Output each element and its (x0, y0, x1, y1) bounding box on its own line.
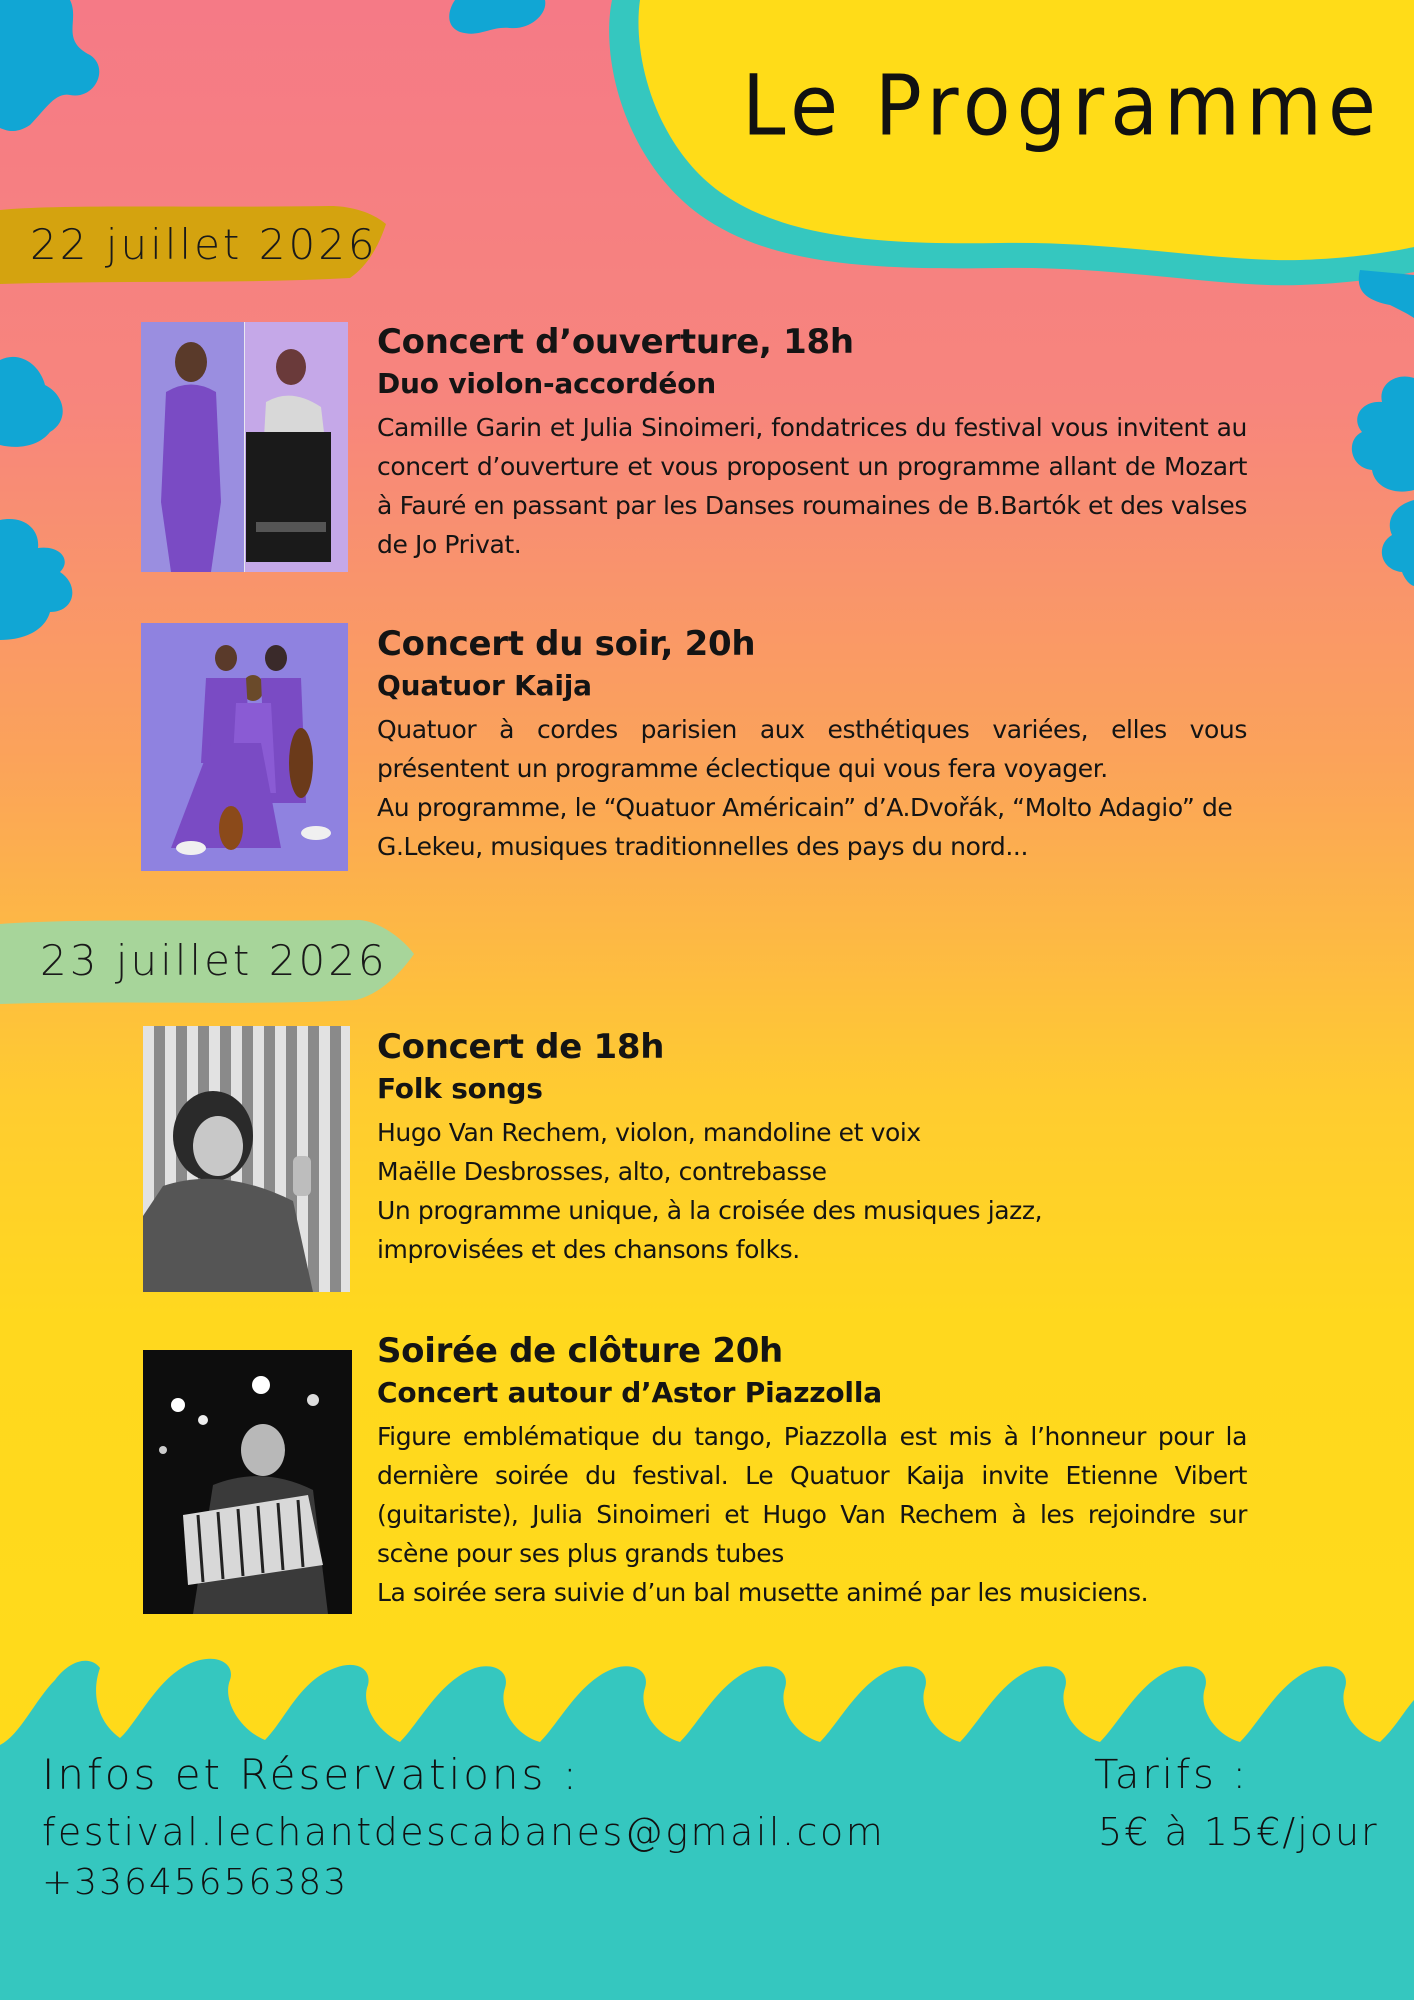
event-folk-concert (377, 1025, 1247, 1269)
tarifs-value: 5€ à 15€/jour (1098, 1810, 1379, 1854)
event-description: Maëlle Desbrosses, alto, contrebasse (377, 1157, 827, 1186)
event-subtitle: Duo violon-accordéon (377, 367, 716, 400)
event-closing-concert (377, 1329, 1247, 1612)
date-tag-day1 (0, 202, 390, 286)
blue-blob-left-mid2 (0, 519, 72, 640)
tarifs-label: Tarifs : (1094, 1752, 1249, 1798)
event-subtitle: Quatuor Kaija (377, 669, 592, 702)
event-description: Figure emblématique du tango, Piazzolla est mis à l’honneur pour la dernière soirée du festival. Le Quatuor Kaija invite Etienne Vibert (guitariste), Julia Sinoimeri et Hugo Van Rechem à les rejoindre sur scène pour ses plus grands tubes (377, 1422, 1247, 1568)
contact-phone[interactable]: +33645656383 (42, 1862, 349, 1903)
info-label: Infos et Réservations : (42, 1750, 580, 1799)
event-title: Concert d’ouverture, 18h (377, 322, 854, 362)
blue-blob-right-1 (1359, 270, 1414, 318)
blue-blob-top-center (449, 0, 545, 34)
date-tag-day2 (0, 918, 420, 1002)
event-description: Au programme, le “Quatuor Américain” d’A.Dvořák, “Molto Adagio” de G.Lekeu, musiques traditionnelles des pays du nord... (377, 793, 1233, 861)
event-subtitle: Folk songs (377, 1072, 543, 1105)
event-title: Soirée de clôture 20h (377, 1331, 783, 1371)
event-subtitle: Concert autour d’Astor Piazzolla (377, 1376, 882, 1409)
blue-blob-right-2 (1352, 377, 1414, 492)
page-title: Le Programme (742, 58, 1382, 156)
folk-musician-photo (143, 1026, 350, 1292)
event-title: Concert de 18h (377, 1027, 665, 1067)
date-label: 23 juillet 2026 (40, 935, 388, 985)
event-opening-concert (377, 320, 1247, 564)
contact-email[interactable]: festival.lechantdescabanes@gmail.com (42, 1810, 886, 1854)
quartet-photo (141, 623, 348, 871)
event-description: Camille Garin et Julia Sinoimeri, fondatrices du festival vous invitent au concert d’ouverture et vous proposent un programme allant de Mozart à Fauré en passant par les Danses roumaines de B.Bartók et des valses de Jo Privat. (377, 413, 1247, 559)
blue-blob-left-mid1 (0, 357, 63, 447)
date-label: 22 juillet 2026 (30, 219, 378, 269)
blue-blob-right-3 (1382, 500, 1414, 586)
event-evening-concert (377, 622, 1247, 866)
event-title: Concert du soir, 20h (377, 624, 756, 664)
piazzolla-photo (143, 1350, 352, 1614)
event-description: Quatuor à cordes parisien aux esthétiques variées, elles vous présentent un programme éclectique qui vous fera voyager. (377, 715, 1247, 783)
event-description: Hugo Van Rechem, violon, mandoline et voix (377, 1118, 921, 1147)
blue-blob-top-left (0, 0, 99, 131)
event-description: La soirée sera suivie d’un bal musette animé par les musiciens. (377, 1578, 1149, 1607)
event-description: Un programme unique, à la croisée des musiques jazz, improvisées et des chansons folks. (377, 1196, 1043, 1264)
duo-photo (141, 322, 348, 572)
